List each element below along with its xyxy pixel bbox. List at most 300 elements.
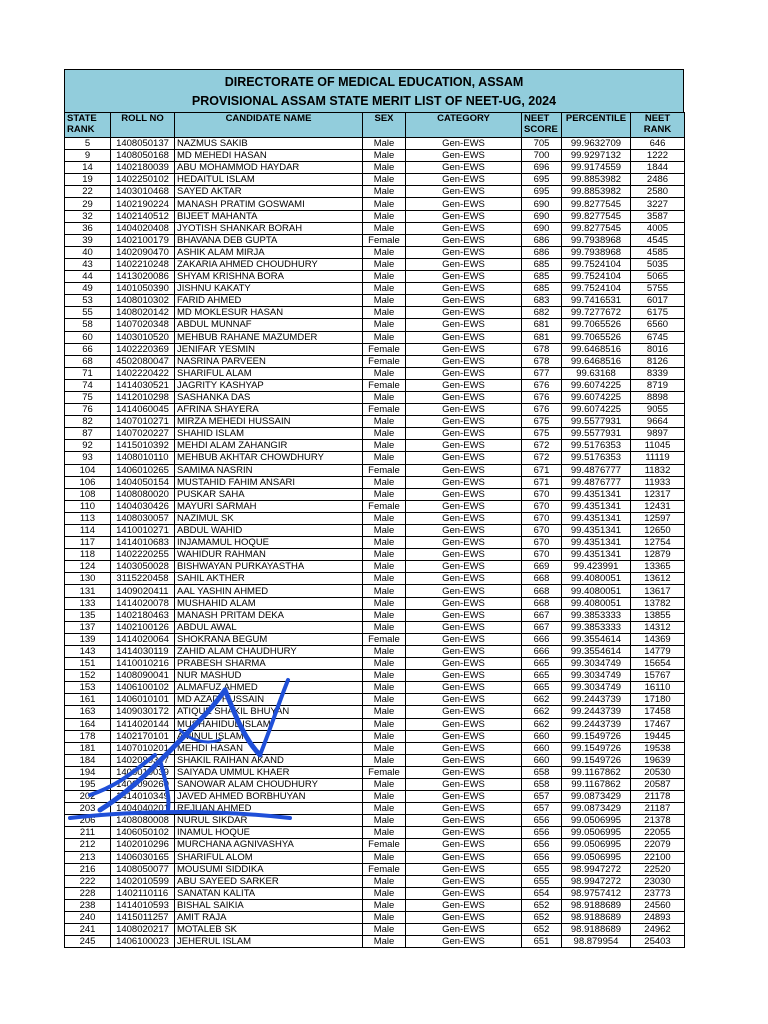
cell-category: Gen-EWS (406, 766, 522, 778)
cell-neet-score: 672 (522, 452, 562, 464)
table-row (65, 766, 685, 778)
cell-category: Gen-EWS (406, 585, 522, 597)
table-row (65, 609, 685, 621)
cell-state-rank: 117 (65, 537, 111, 549)
cell-neet-rank: 5035 (631, 258, 685, 270)
cell-roll-no: 1406090260 (111, 778, 175, 790)
cell-candidate-name: ABDUL WAHID (175, 525, 363, 537)
cell-neet-rank: 12650 (631, 525, 685, 537)
cell-neet-rank: 9897 (631, 428, 685, 440)
cell-category: Gen-EWS (406, 174, 522, 186)
cell-neet-score: 660 (522, 742, 562, 754)
table-row (65, 561, 685, 573)
cell-neet-rank: 4005 (631, 222, 685, 234)
cell-category: Gen-EWS (406, 670, 522, 682)
cell-category: Gen-EWS (406, 428, 522, 440)
cell-category: Gen-EWS (406, 827, 522, 839)
cell-candidate-name: NURUL SIKDAR (175, 815, 363, 827)
cell-percentile: 99.9632709 (562, 138, 631, 150)
cell-percentile: 99.6074225 (562, 391, 631, 403)
cell-category: Gen-EWS (406, 778, 522, 790)
cell-sex: Male (363, 899, 406, 911)
table-row (65, 391, 685, 403)
cell-sex: Male (363, 512, 406, 524)
cell-percentile: 99.3853333 (562, 621, 631, 633)
cell-percentile: 99.63168 (562, 367, 631, 379)
cell-roll-no: 1406030165 (111, 851, 175, 863)
cell-candidate-name: REJUAN AHMED (175, 803, 363, 815)
cell-neet-rank: 20587 (631, 778, 685, 790)
cell-roll-no: 1404050154 (111, 476, 175, 488)
cell-roll-no: 1408030057 (111, 512, 175, 524)
col-header-neet-score: NEET SCORE (522, 113, 562, 138)
cell-sex: Male (363, 778, 406, 790)
cell-sex: Male (363, 416, 406, 428)
cell-state-rank: 206 (65, 815, 111, 827)
cell-neet-score: 670 (522, 549, 562, 561)
table-row (65, 525, 685, 537)
cell-candidate-name: MUSTAHID FAHIM ANSARI (175, 476, 363, 488)
cell-percentile: 99.7524104 (562, 258, 631, 270)
cell-candidate-name: SHOKRANA BEGUM (175, 633, 363, 645)
cell-state-rank: 29 (65, 198, 111, 210)
cell-neet-rank: 6745 (631, 331, 685, 343)
cell-state-rank: 104 (65, 464, 111, 476)
cell-roll-no: 1403010520 (111, 331, 175, 343)
table-row (65, 754, 685, 766)
cell-roll-no: 1402090470 (111, 246, 175, 258)
cell-neet-score: 656 (522, 839, 562, 851)
cell-roll-no: 1402140512 (111, 210, 175, 222)
table-row (65, 585, 685, 597)
cell-sex: Male (363, 271, 406, 283)
table-row (65, 730, 685, 742)
cell-roll-no: 1408050137 (111, 138, 175, 150)
cell-percentile: 99.3034749 (562, 682, 631, 694)
table-row (65, 512, 685, 524)
cell-state-rank: 143 (65, 645, 111, 657)
cell-state-rank: 238 (65, 899, 111, 911)
cell-sex: Male (363, 815, 406, 827)
cell-neet-score: 676 (522, 404, 562, 416)
cell-neet-rank: 13782 (631, 597, 685, 609)
cell-neet-score: 652 (522, 899, 562, 911)
table-row (65, 839, 685, 851)
cell-neet-score: 652 (522, 924, 562, 936)
cell-state-rank: 133 (65, 597, 111, 609)
cell-sex: Male (363, 875, 406, 887)
cell-neet-rank: 11832 (631, 464, 685, 476)
cell-state-rank: 184 (65, 754, 111, 766)
cell-candidate-name: PRABESH SHARMA (175, 658, 363, 670)
cell-neet-rank: 2580 (631, 186, 685, 198)
cell-sex: Male (363, 585, 406, 597)
cell-sex: Male (363, 936, 406, 948)
cell-sex: Male (363, 440, 406, 452)
table-row (65, 791, 685, 803)
cell-percentile: 99.2443739 (562, 718, 631, 730)
cell-sex: Female (363, 379, 406, 391)
cell-candidate-name: MOTALEB SK (175, 924, 363, 936)
cell-sex: Male (363, 150, 406, 162)
cell-category: Gen-EWS (406, 924, 522, 936)
cell-neet-rank: 2486 (631, 174, 685, 186)
cell-roll-no: 4502080047 (111, 355, 175, 367)
table-row (65, 283, 685, 295)
cell-candidate-name: BISHWAYAN PURKAYASTHA (175, 561, 363, 573)
cell-candidate-name: SAIYADA UMMUL KHAER (175, 766, 363, 778)
table-row (65, 174, 685, 186)
cell-sex: Male (363, 682, 406, 694)
cell-neet-score: 705 (522, 138, 562, 150)
cell-sex: Male (363, 186, 406, 198)
cell-candidate-name: JENIFAR YESMIN (175, 343, 363, 355)
cell-state-rank: 43 (65, 258, 111, 270)
cell-category: Gen-EWS (406, 645, 522, 657)
cell-neet-score: 672 (522, 440, 562, 452)
cell-roll-no: 1406050102 (111, 827, 175, 839)
cell-percentile: 99.3554614 (562, 633, 631, 645)
cell-category: Gen-EWS (406, 863, 522, 875)
cell-category: Gen-EWS (406, 803, 522, 815)
cell-state-rank: 153 (65, 682, 111, 694)
cell-neet-rank: 4585 (631, 246, 685, 258)
cell-neet-score: 670 (522, 488, 562, 500)
cell-state-rank: 110 (65, 500, 111, 512)
table-row (65, 452, 685, 464)
cell-percentile: 99.8853982 (562, 174, 631, 186)
cell-sex: Male (363, 525, 406, 537)
cell-roll-no: 1402090347 (111, 754, 175, 766)
cell-roll-no: 1408010110 (111, 452, 175, 464)
cell-roll-no: 1414030521 (111, 379, 175, 391)
cell-percentile: 99.4080051 (562, 597, 631, 609)
cell-roll-no: 1415010392 (111, 440, 175, 452)
table-row (65, 246, 685, 258)
cell-neet-score: 695 (522, 186, 562, 198)
cell-state-rank: 60 (65, 331, 111, 343)
cell-category: Gen-EWS (406, 561, 522, 573)
cell-neet-rank: 24962 (631, 924, 685, 936)
cell-sex: Male (363, 742, 406, 754)
cell-neet-score: 656 (522, 815, 562, 827)
cell-category: Gen-EWS (406, 404, 522, 416)
table-row (65, 379, 685, 391)
header-title-directorate: DIRECTORATE OF MEDICAL EDUCATION, ASSAM (224, 75, 524, 89)
cell-sex: Female (363, 464, 406, 476)
table-row (65, 343, 685, 355)
cell-roll-no: 1408020217 (111, 924, 175, 936)
table-row (65, 899, 685, 911)
cell-roll-no: 1406100102 (111, 682, 175, 694)
table-row (65, 537, 685, 549)
cell-neet-rank: 9055 (631, 404, 685, 416)
cell-neet-score: 651 (522, 936, 562, 948)
table-row (65, 331, 685, 343)
cell-neet-rank: 6175 (631, 307, 685, 319)
cell-sex: Male (363, 924, 406, 936)
cell-sex: Male (363, 694, 406, 706)
cell-sex: Male (363, 561, 406, 573)
cell-neet-rank: 1222 (631, 150, 685, 162)
cell-neet-rank: 23773 (631, 887, 685, 899)
cell-neet-score: 657 (522, 803, 562, 815)
cell-sex: Male (363, 210, 406, 222)
cell-candidate-name: MANASH PRITAM DEKA (175, 609, 363, 621)
cell-percentile: 99.7277672 (562, 307, 631, 319)
cell-percentile: 99.2443739 (562, 706, 631, 718)
cell-percentile: 99.1549726 (562, 730, 631, 742)
cell-neet-rank: 8339 (631, 367, 685, 379)
cell-neet-score: 662 (522, 706, 562, 718)
cell-category: Gen-EWS (406, 391, 522, 403)
table-row (65, 549, 685, 561)
cell-percentile: 99.9174559 (562, 162, 631, 174)
table-row (65, 658, 685, 670)
cell-sex: Male (363, 645, 406, 657)
cell-state-rank: 135 (65, 609, 111, 621)
cell-sex: Male (363, 174, 406, 186)
cell-candidate-name: MANASH PRATIM GOSWAMI (175, 198, 363, 210)
cell-percentile: 99.6074225 (562, 404, 631, 416)
cell-category: Gen-EWS (406, 162, 522, 174)
cell-category: Gen-EWS (406, 525, 522, 537)
col-header-sex: SEX (363, 113, 406, 138)
cell-state-rank: 130 (65, 573, 111, 585)
table-row (65, 234, 685, 246)
cell-neet-score: 677 (522, 367, 562, 379)
cell-state-rank: 137 (65, 621, 111, 633)
cell-neet-score: 670 (522, 500, 562, 512)
table-row (65, 573, 685, 585)
cell-state-rank: 163 (65, 706, 111, 718)
cell-neet-rank: 11045 (631, 440, 685, 452)
cell-neet-score: 696 (522, 162, 562, 174)
table-row (65, 706, 685, 718)
cell-neet-score: 658 (522, 766, 562, 778)
cell-neet-rank: 22079 (631, 839, 685, 851)
cell-neet-score: 660 (522, 754, 562, 766)
cell-category: Gen-EWS (406, 839, 522, 851)
cell-sex: Male (363, 609, 406, 621)
cell-roll-no: 1407020348 (111, 319, 175, 331)
cell-category: Gen-EWS (406, 706, 522, 718)
cell-sex: Male (363, 621, 406, 633)
cell-state-rank: 87 (65, 428, 111, 440)
cell-roll-no: 1414020078 (111, 597, 175, 609)
cell-neet-score: 654 (522, 887, 562, 899)
table-row (65, 476, 685, 488)
cell-state-rank: 113 (65, 512, 111, 524)
cell-percentile: 99.3853333 (562, 609, 631, 621)
cell-percentile: 98.9188689 (562, 899, 631, 911)
cell-state-rank: 76 (65, 404, 111, 416)
cell-percentile: 99.1167862 (562, 778, 631, 790)
table-row (65, 198, 685, 210)
cell-roll-no: 1402180039 (111, 162, 175, 174)
cell-category: Gen-EWS (406, 730, 522, 742)
cell-state-rank: 74 (65, 379, 111, 391)
cell-sex: Male (363, 597, 406, 609)
table-row (65, 138, 685, 150)
cell-category: Gen-EWS (406, 246, 522, 258)
cell-percentile: 99.0506995 (562, 827, 631, 839)
cell-neet-rank: 11933 (631, 476, 685, 488)
cell-sex: Male (363, 912, 406, 924)
table-row (65, 682, 685, 694)
cell-category: Gen-EWS (406, 271, 522, 283)
cell-category: Gen-EWS (406, 899, 522, 911)
cell-category: Gen-EWS (406, 658, 522, 670)
cell-state-rank: 240 (65, 912, 111, 924)
cell-neet-score: 683 (522, 295, 562, 307)
cell-state-rank: 53 (65, 295, 111, 307)
cell-neet-score: 675 (522, 428, 562, 440)
cell-candidate-name: SHARIFUL ALAM (175, 367, 363, 379)
cell-neet-score: 682 (522, 307, 562, 319)
cell-neet-score: 690 (522, 222, 562, 234)
table-row (65, 645, 685, 657)
cell-percentile: 99.5176353 (562, 452, 631, 464)
cell-percentile: 98.9188689 (562, 924, 631, 936)
cell-category: Gen-EWS (406, 875, 522, 887)
cell-roll-no: 1402170101 (111, 730, 175, 742)
cell-roll-no: 1402010296 (111, 839, 175, 851)
cell-candidate-name: ZAKARIA AHMED CHOUDHURY (175, 258, 363, 270)
table-row (65, 742, 685, 754)
cell-percentile: 99.0873429 (562, 791, 631, 803)
cell-category: Gen-EWS (406, 186, 522, 198)
cell-candidate-name: SANOWAR ALAM CHOUDHURY (175, 778, 363, 790)
cell-neet-score: 681 (522, 319, 562, 331)
cell-percentile: 99.8277545 (562, 210, 631, 222)
cell-neet-score: 665 (522, 682, 562, 694)
cell-candidate-name: MUSHAHIDUL ISLAM (175, 718, 363, 730)
cell-neet-rank: 19538 (631, 742, 685, 754)
cell-sex: Male (363, 730, 406, 742)
cell-state-rank: 75 (65, 391, 111, 403)
table-row (65, 210, 685, 222)
cell-percentile: 99.5577931 (562, 416, 631, 428)
cell-category: Gen-EWS (406, 633, 522, 645)
cell-percentile: 99.7524104 (562, 283, 631, 295)
cell-state-rank: 118 (65, 549, 111, 561)
cell-candidate-name: ALMAFUZ AHMED (175, 682, 363, 694)
cell-sex: Male (363, 476, 406, 488)
table-row (65, 440, 685, 452)
cell-neet-rank: 8126 (631, 355, 685, 367)
table-row (65, 633, 685, 645)
cell-state-rank: 36 (65, 222, 111, 234)
table-row (65, 827, 685, 839)
cell-sex: Male (363, 391, 406, 403)
cell-neet-score: 667 (522, 621, 562, 633)
col-header-state-rank: STATE RANK (65, 113, 111, 138)
cell-category: Gen-EWS (406, 512, 522, 524)
cell-roll-no: 1403010468 (111, 186, 175, 198)
cell-candidate-name: MOUSUMI SIDDIKA (175, 863, 363, 875)
cell-neet-rank: 16110 (631, 682, 685, 694)
table-row (65, 875, 685, 887)
cell-state-rank: 241 (65, 924, 111, 936)
cell-sex: Female (363, 633, 406, 645)
cell-neet-rank: 21178 (631, 791, 685, 803)
cell-percentile: 99.1549726 (562, 754, 631, 766)
cell-percentile: 99.4080051 (562, 585, 631, 597)
cell-neet-rank: 12597 (631, 512, 685, 524)
cell-category: Gen-EWS (406, 537, 522, 549)
cell-roll-no: 1408080020 (111, 488, 175, 500)
cell-roll-no: 1402100126 (111, 621, 175, 633)
cell-sex: Male (363, 283, 406, 295)
cell-candidate-name: JAVED AHMED BORBHUYAN (175, 791, 363, 803)
cell-percentile: 99.5577931 (562, 428, 631, 440)
cell-roll-no: 1407010271 (111, 416, 175, 428)
cell-sex: Male (363, 827, 406, 839)
cell-neet-rank: 21378 (631, 815, 685, 827)
cell-candidate-name: SAHIL AKTHER (175, 573, 363, 585)
cell-state-rank: 203 (65, 803, 111, 815)
cell-percentile: 99.7938968 (562, 234, 631, 246)
cell-roll-no: 1404020408 (111, 222, 175, 234)
cell-candidate-name: AAL YASHIN AHMED (175, 585, 363, 597)
cell-neet-rank: 12317 (631, 488, 685, 500)
cell-roll-no: 1414010683 (111, 537, 175, 549)
table-row (65, 694, 685, 706)
cell-candidate-name: ABDUL AWAL (175, 621, 363, 633)
cell-neet-score: 675 (522, 416, 562, 428)
cell-candidate-name: ATIQUE SHAKIL BHUYAN (175, 706, 363, 718)
cell-neet-score: 656 (522, 827, 562, 839)
cell-candidate-name: JAGRITY KASHYAP (175, 379, 363, 391)
cell-neet-rank: 13855 (631, 609, 685, 621)
cell-roll-no: 1402110116 (111, 887, 175, 899)
cell-category: Gen-EWS (406, 416, 522, 428)
cell-state-rank: 82 (65, 416, 111, 428)
cell-category: Gen-EWS (406, 815, 522, 827)
cell-percentile: 99.0873429 (562, 803, 631, 815)
cell-candidate-name: HEDAITUL ISLAM (175, 174, 363, 186)
cell-percentile: 99.6468516 (562, 343, 631, 355)
table-row (65, 621, 685, 633)
table-body (65, 138, 685, 948)
cell-state-rank: 68 (65, 355, 111, 367)
col-header-category: CATEGORY (406, 113, 522, 138)
cell-neet-score: 658 (522, 778, 562, 790)
col-header-percentile: PERCENTILE (562, 113, 631, 138)
cell-neet-rank: 8898 (631, 391, 685, 403)
cell-sex: Male (363, 851, 406, 863)
cell-category: Gen-EWS (406, 621, 522, 633)
cell-category: Gen-EWS (406, 549, 522, 561)
cell-state-rank: 151 (65, 658, 111, 670)
cell-candidate-name: SHYAM KRISHNA BORA (175, 271, 363, 283)
cell-roll-no: 1404040201 (111, 803, 175, 815)
cell-roll-no: 1410010216 (111, 658, 175, 670)
cell-candidate-name: SHARIFUL ALOM (175, 851, 363, 863)
cell-sex: Male (363, 222, 406, 234)
cell-category: Gen-EWS (406, 682, 522, 694)
cell-percentile: 99.3034749 (562, 658, 631, 670)
cell-state-rank: 114 (65, 525, 111, 537)
cell-roll-no: 1401050390 (111, 283, 175, 295)
cell-sex: Female (363, 404, 406, 416)
cell-candidate-name: JEHERUL ISLAM (175, 936, 363, 948)
cell-sex: Male (363, 331, 406, 343)
cell-neet-score: 686 (522, 234, 562, 246)
cell-neet-score: 665 (522, 670, 562, 682)
cell-state-rank: 58 (65, 319, 111, 331)
